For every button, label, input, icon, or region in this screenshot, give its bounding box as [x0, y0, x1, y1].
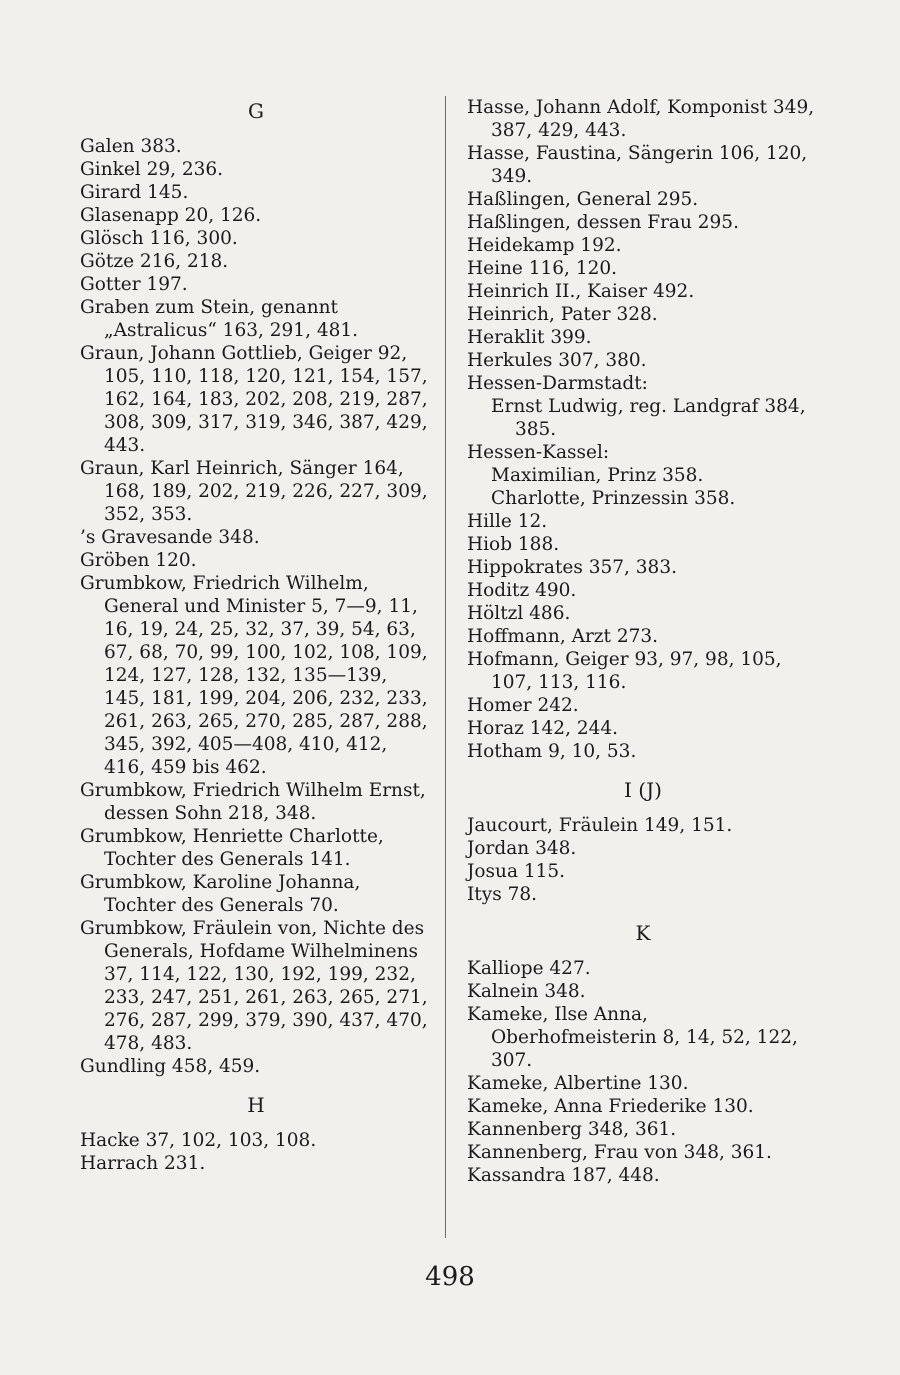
- index-entry: Hotham 9, 10, 53.: [467, 741, 637, 762]
- index-entry: Hiob 188.: [467, 534, 560, 555]
- index-entry: Homer 242.: [467, 695, 579, 716]
- index-subentry: Ernst Ludwig, reg. Landgraf 384, 385.: [491, 396, 806, 440]
- index-entry: Haßlingen, dessen Frau 295.: [467, 212, 739, 233]
- index-entry: Glösch 116, 300.: [80, 228, 238, 249]
- index-entry: Horaz 142, 244.: [467, 718, 619, 739]
- column-divider: [445, 96, 446, 1238]
- index-entry: Heinrich, Pater 328.: [467, 304, 658, 325]
- section-heading-ij: I (J): [624, 778, 662, 802]
- index-entry: Galen 383.: [80, 136, 182, 157]
- index-entry: Kassandra 187, 448.: [467, 1165, 660, 1186]
- index-entry: Heraklit 399.: [467, 327, 592, 348]
- index-entry: Hasse, Faustina, Sängerin 106, 120, 349.: [467, 143, 808, 187]
- index-entry: Hessen-Darmstadt:: [467, 373, 648, 394]
- index-entry: Ginkel 29, 236.: [80, 159, 224, 180]
- entries-g: [80, 135, 432, 1078]
- index-entry: Kameke, Albertine 130.: [467, 1073, 689, 1094]
- index-entry: Kannenberg, Frau von 348, 361.: [467, 1142, 772, 1163]
- page-number: 498: [425, 1262, 475, 1292]
- index-column-left: [80, 96, 432, 1175]
- index-entry: Hippokrates 357, 383.: [467, 557, 677, 578]
- index-entry: Itys 78.: [467, 884, 537, 905]
- index-entry: Kalnein 348.: [467, 981, 586, 1002]
- entries-ij: [467, 814, 819, 906]
- index-entry: Harrach 231.: [80, 1153, 206, 1174]
- index-entry: Girard 145.: [80, 182, 189, 203]
- index-entry: Graben zum Stein, genannt „Astralicus“ 163, 291, 481.: [80, 297, 359, 341]
- section-heading-k: K: [635, 921, 651, 945]
- index-entry: ’s Gravesande 348.: [80, 527, 260, 548]
- index-entry: Grumbkow, Fräulein von, Nichte des Generals, Hofdame Wilhelminens 37, 114, 122, 130, 192, 199, 232, 233, 247, 251, 261, 263, 265, 271, 276, 287, 299, 379, 390, 437, 470, 478, 483.: [80, 918, 428, 1054]
- index-entry: Graun, Karl Heinrich, Sänger 164, 168, 189, 202, 219, 226, 227, 309, 352, 353.: [80, 458, 428, 525]
- index-column-right: [467, 96, 819, 1187]
- index-entry: Hille 12.: [467, 511, 548, 532]
- index-entry: Höltzl 486.: [467, 603, 571, 624]
- index-entry: Hoditz 490.: [467, 580, 577, 601]
- section-heading-h: H: [247, 1093, 265, 1117]
- index-entry: Hessen-Kassel:: [467, 442, 610, 463]
- index-entry: Grumbkow, Friedrich Wilhelm Ernst, dessen Sohn 218, 348.: [80, 780, 426, 824]
- index-entry: Gundling 458, 459.: [80, 1056, 261, 1077]
- index-entry: Kameke, Ilse Anna, Oberhofmeisterin 8, 14, 52, 122, 307.: [467, 1004, 798, 1071]
- index-entry: Gröben 120.: [80, 550, 197, 571]
- index-subentry: Maximilian, Prinz 358.: [491, 465, 704, 486]
- index-entry: Hoffmann, Arzt 273.: [467, 626, 659, 647]
- index-entry: Heinrich II., Kaiser 492.: [467, 281, 695, 302]
- index-entry: Jaucourt, Fräulein 149, 151.: [467, 815, 733, 836]
- index-entry: Herkules 307, 380.: [467, 350, 647, 371]
- index-entry: Grumbkow, Karoline Johanna, Tochter des Generals 70.: [80, 872, 361, 916]
- index-entry: Götze 216, 218.: [80, 251, 229, 272]
- index-entry: Josua 115.: [467, 861, 566, 882]
- entries-h-continued: [467, 96, 819, 763]
- index-entry: Gotter 197.: [80, 274, 188, 295]
- index-entry: Glasenapp 20, 126.: [80, 205, 262, 226]
- entries-k: [467, 957, 819, 1187]
- index-entry: Kannenberg 348, 361.: [467, 1119, 677, 1140]
- index-entry: Hofmann, Geiger 93, 97, 98, 105, 107, 113, 116.: [467, 649, 782, 693]
- section-heading-g: G: [248, 99, 264, 123]
- index-entry: Heine 116, 120.: [467, 258, 618, 279]
- index-entry: Kameke, Anna Friederike 130.: [467, 1096, 754, 1117]
- entries-h: [80, 1129, 432, 1175]
- index-entry: Grumbkow, Friedrich Wilhelm, General und Minister 5, 7—9, 11, 16, 19, 24, 25, 32, 37, 39, 54, 63, 67, 68, 70, 99, 100, 102, 108, 109, 124, 127, 128, 132, 135—139, 145, 181, 199, 204, 206, 232, 233, 261, 263, 265, 270, 285, 287, 288, 345, 392, 405—408, 410, 412, 416, 459 bis 462.: [80, 573, 428, 778]
- index-entry: Graun, Johann Gottlieb, Geiger 92, 105, 110, 118, 120, 121, 154, 157, 162, 164, 183, 202, 208, 219, 287, 308, 309, 317, 319, 346, 387, 429, 443.: [80, 343, 428, 456]
- index-entry: Hasse, Johann Adolf, Komponist 349, 387, 429, 443.: [467, 97, 815, 141]
- index-entry: Kalliope 427.: [467, 958, 591, 979]
- index-entry: Hacke 37, 102, 103, 108.: [80, 1130, 317, 1151]
- index-subentry: Charlotte, Prinzessin 358.: [491, 488, 736, 509]
- index-entry: Jordan 348.: [467, 838, 577, 859]
- index-entry: Grumbkow, Henriette Charlotte, Tochter des Generals 141.: [80, 826, 384, 870]
- index-entry: Haßlingen, General 295.: [467, 189, 699, 210]
- index-entry: Heidekamp 192.: [467, 235, 622, 256]
